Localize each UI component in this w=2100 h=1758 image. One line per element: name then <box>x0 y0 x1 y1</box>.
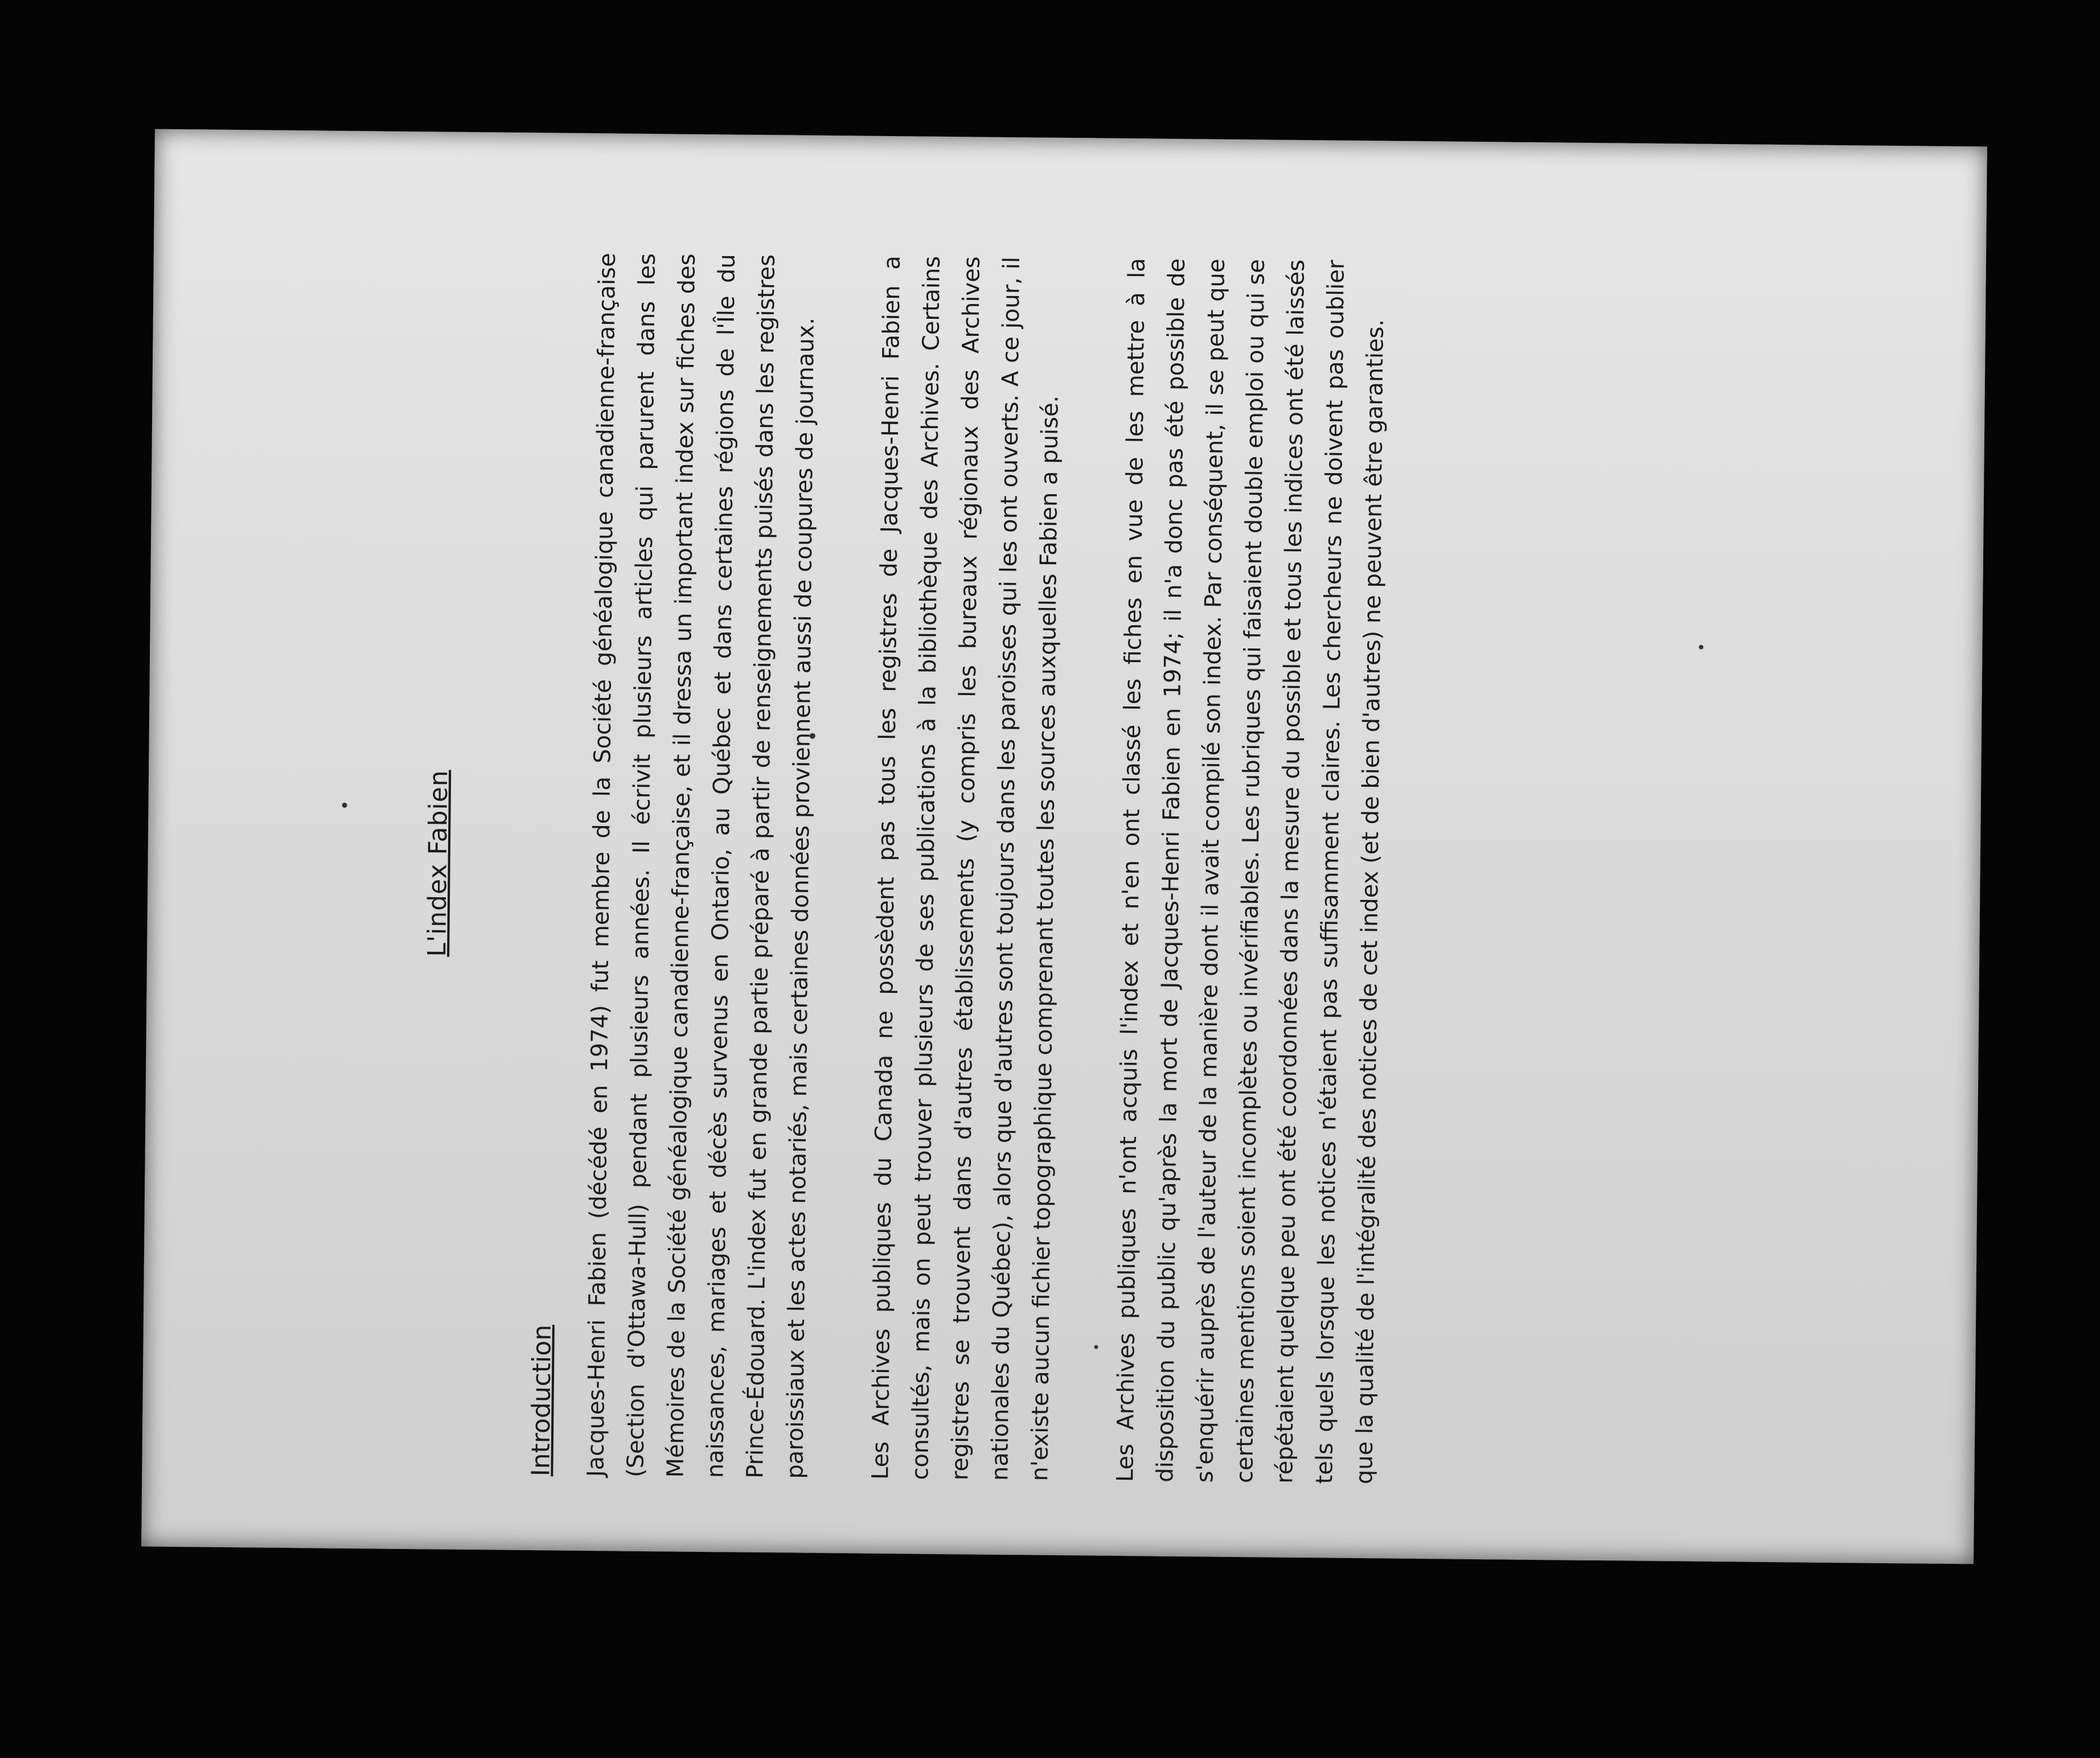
page-title: L'index Fabien <box>423 770 454 957</box>
rotated-text-block <box>417 251 1665 1487</box>
dust-speck <box>342 803 347 808</box>
dust-speck <box>1699 645 1703 650</box>
paragraph-1: Jacques-Henri Fabien (décédé en 1974) fut membre de la Société généalogique canadienne-française (Section d'Ottawa-Hull) pendant plusieurs années. Il écrivit plusieurs articles qui parurent dans les Mémoires de la Société généalogique canadienne-française, et il dressa un important index sur fiches des naissances, mariages et décès survenus en Ontario, au Québec et dans certaines régions de l'Île du Prince-Édouard. L'index fut en grande partie préparé à partir de renseignements puisés dans les registres paroissiaux et les actes notariés, mais certaines données proviennent aussi de coupures de journaux. <box>583 253 819 1479</box>
paragraph-2: Les Archives publiques du Canada ne possèdent pas tous les registres de Jacques-Henri Fabien a consultés, mais on peut trouver plusieurs de ses publications à la bibliothèque des Archives. Certains registres se trouvent dans d'autres établissements (y compris les bureaux régionaux des Archives nationales du Québec), alors que d'autres sont toujours dans les paroisses qui les ont ouverts. A ce jour, il n'existe aucun fichier topographique comprenant toutes les sources auxquelles Fabien a puisé. <box>867 255 1064 1481</box>
section-heading: Introduction <box>526 1324 557 1477</box>
paragraph-3: Les Archives publiques n'ont acquis l'index et n'en ont classé les fiches en vue de les mettre à la disposition du public qu'après la mort de Jacques-Henri Fabien en 1974; il n'a donc pas été possible de s'enquérir auprès de l'auteur de la manière dont il avait compilé son index. Par conséquent, il se peut que certaines mentions soient incomplètes ou invérifiables. Les rubriques qui faisaient double emploi ou qui se répétaient quelque peu ont été coordonnées dans la mesure du possible et tous les indices ont été laissés tels quels lorsque les notices n'étaient pas suffisamment claires. Les chercheurs ne doivent pas oublier que la qualité de l'intégralité des notices de cet index (et de bien d'autres) ne peuvent être garanties. <box>1112 257 1389 1485</box>
document-page <box>141 129 1987 1564</box>
